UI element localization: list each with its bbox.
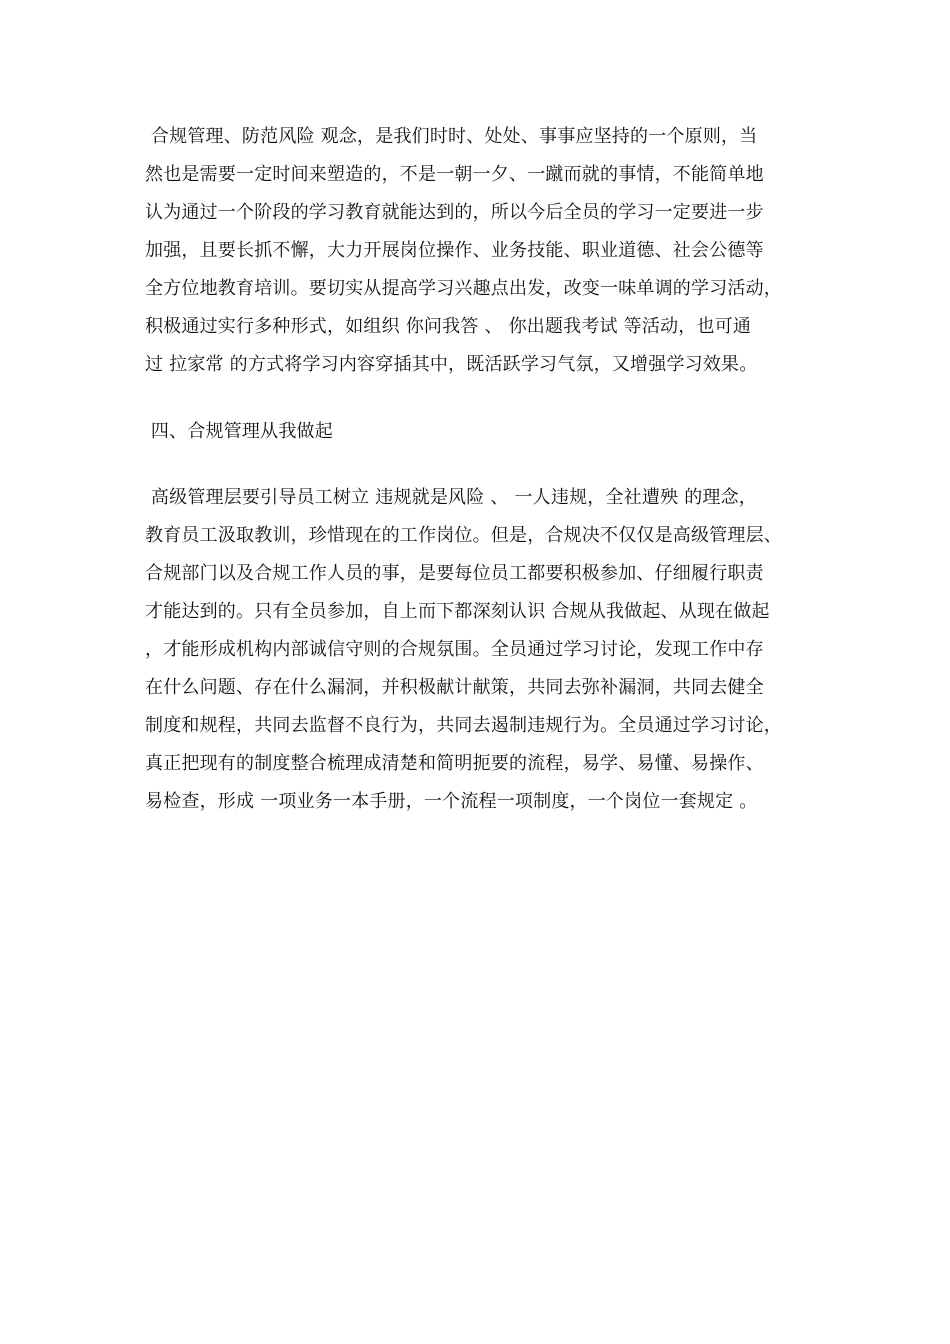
- text-line: 制度和规程，共同去监督不良行为，共同去遏制违规行为。全员通过学习讨论，: [145, 715, 782, 736]
- text-line: 高级管理层要引导员工树立 违规就是风险 、 一人违规，全社遭殃 的理念，: [145, 487, 758, 508]
- paragraph-learning-education: [145, 118, 825, 384]
- text-line: 才能达到的。只有全员参加，自上而下都深刻认识 合规从我做起、从现在做起: [145, 601, 770, 622]
- section-heading: [145, 413, 825, 451]
- text-line: 真正把现有的制度整合梳理成清楚和简明扼要的流程，易学、易懂、易操作、: [145, 753, 764, 774]
- text-line: 全方位地教育培训。要切实从提高学习兴趣点出发，改变一味单调的学习活动，: [145, 278, 782, 299]
- text-line: 加强，且要长抓不懈，大力开展岗位操作、业务技能、职业道德、社会公德等: [145, 240, 764, 261]
- text-line: 合规管理、防范风险 观念，是我们时时、处处、事事应坚持的一个原则，当: [145, 126, 758, 147]
- text-line: 认为通过一个阶段的学习教育就能达到的，所以今后全员的学习一定要进一步: [145, 202, 764, 223]
- text-line: 过 拉家常 的方式将学习内容穿插其中，既活跃学习气氛，又增强学习效果。: [145, 354, 758, 375]
- text-line: 教育员工汲取教训，珍惜现在的工作岗位。但是，合规决不仅仅是高级管理层、: [145, 525, 782, 546]
- text-line: 在什么问题、存在什么漏洞，并积极献计献策，共同去弥补漏洞，共同去健全: [145, 677, 764, 698]
- text-line: ，才能形成机构内部诚信守则的合规氛围。全员通过学习讨论，发现工作中存: [145, 639, 764, 660]
- text-line: 积极通过实行多种形式，如组织 你问我答 、 你出题我考试 等活动，也可通: [145, 316, 752, 337]
- text-line: 合规部门以及合规工作人员的事，是要每位员工都要积极参加、仔细履行职责: [145, 563, 764, 584]
- text-line: 然也是需要一定时间来塑造的，不是一朝一夕、一蹴而就的事情，不能简单地: [145, 164, 764, 185]
- paragraph-compliance-starts-with-me: [145, 479, 825, 821]
- text-line: 易检查，形成 一项业务一本手册，一个流程一项制度，一个岗位一套规定 。: [145, 791, 758, 812]
- section-heading-text: 四、合规管理从我做起: [145, 421, 333, 442]
